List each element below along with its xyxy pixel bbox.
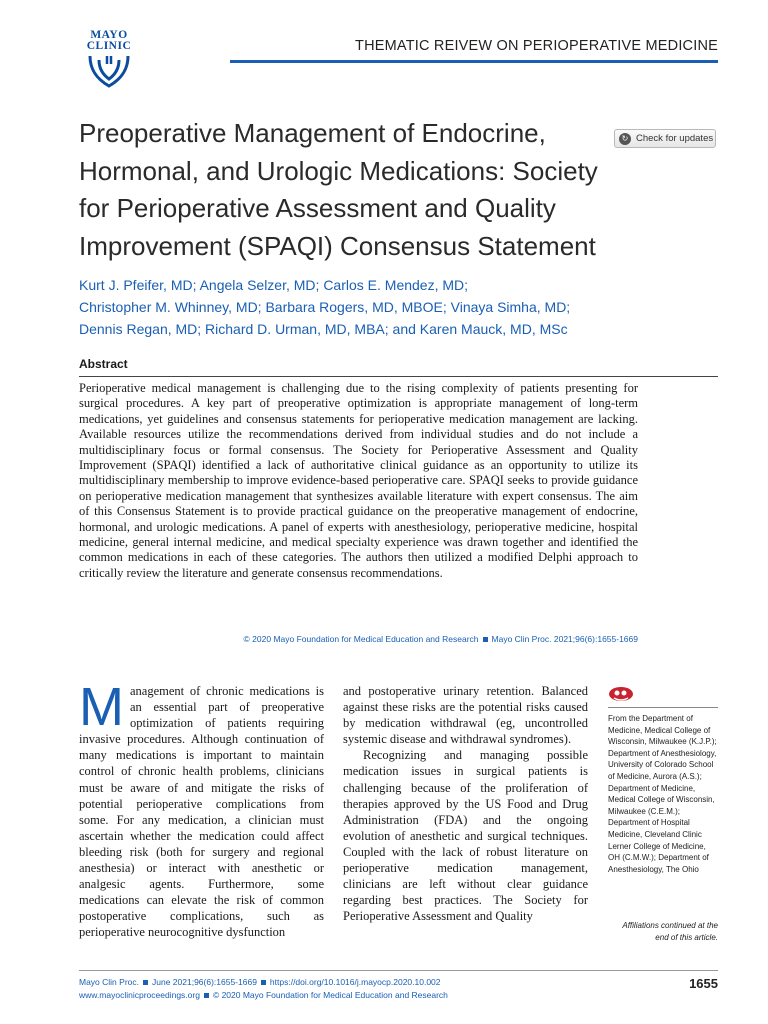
affiliations-text: From the Department of Medicine, Medical College of Wisconsin, Milwaukee (K.J.P.); Department of Anesthesiology, University of Colorado School of Medicine, Aurora (A.S.); Department of Medicine, Medical College of Wisconsin, Milwaukee (C.E.M.); Department of Hospital Medicine, Cleveland Clinic Lerner College of Medicine, OH (C.M.W.); Department of Anesthesiology, The Ohio: [608, 714, 717, 874]
check-for-updates-button[interactable]: [614, 129, 716, 148]
body-column-1: [79, 677, 324, 941]
website-link[interactable]: www.mayoclinicproceedings.org: [79, 990, 200, 1000]
footer-website-line: [79, 990, 448, 1000]
affiliations-icon: [608, 684, 634, 702]
page-number: 1655: [689, 976, 718, 991]
citation-text: Mayo Clin Proc. 2021;96(6):1655-1669: [491, 634, 638, 644]
author-line[interactable]: Christopher M. Whinney, MD; Barbara Rogers, MD, MBOE; Vinaya Simha, MD;: [79, 299, 571, 315]
body-column-2: [343, 683, 588, 924]
author-list: [79, 274, 639, 340]
doi-link[interactable]: https://doi.org/10.1016/j.mayocp.2020.10.002: [269, 977, 441, 987]
body-paragraph: and postoperative urinary retention. Balanced against these risks are the potential risks caused by medication withdrawal (eg, uncontrolled systemic disease and withdrawal syndromes).: [343, 684, 588, 747]
separator-square-icon: [261, 980, 266, 985]
header-divider: [230, 60, 718, 63]
article-title: Preoperative Management of Endocrine, Hormonal, and Urologic Medications: Society for Perioperative Assessment and Quality Improvement (SPAQI) Consensus Statement: [79, 118, 598, 261]
abstract-heading: Abstract: [79, 357, 128, 371]
check-for-updates-label: Check for updates: [636, 133, 714, 144]
abstract-divider: [79, 376, 718, 377]
body-paragraph: Recognizing and managing possible medication issues in surgical patients is challenging because of the proliferation of therapies approved by the US Food and Drug Administration (FDA) and the ongoing evolution of anesthetic and surgical techniques. Coupled with the lack of robust literature on perioperative medication management, clinicians are left without clear guidance regarding best practices. The Society for Perioperative Assessment and Quality: [343, 748, 588, 924]
separator-square-icon: [204, 993, 209, 998]
author-line[interactable]: Kurt J. Pfeifer, MD; Angela Selzer, MD; Carlos E. Mendez, MD;: [79, 277, 469, 293]
copyright-text: © 2020 Mayo Foundation for Medical Education and Research: [243, 634, 479, 644]
section-heading: THEMATIC REIVEW ON PERIOPERATIVE MEDICINE: [355, 38, 718, 54]
abstract-body: Perioperative medical management is challenging due to the rising complexity of patients presenting for surgical procedures. A key part of preoperative optimization is appropriate management of long-term medications, yet guidelines and consensus statements for perioperative medication management are lacking. Available resources utilize the recommendations derived from individual studies and do not include a multidisciplinary focus or formal consensus. The Society for Perioperative Assessment and Quality Improvement (SPAQI) identified a lack of authoritative clinical guidance as an opportunity to utilize its multidisciplinary membership to improve evidence-based perioperative care. SPAQI seeks to provide guidance on perioperative medication management that synthesizes available literature with expert consensus. The aim of this Consensus Statement is to provide practical guidance on the preoperative management of endocrine, hormonal, and urologic medications. A panel of experts with anesthesiology, perioperative medicine, hospital medicine, general internal medicine, and medical specialty experience was drawn together and identified the common medications in each of these categories. The authors then utilized a modified Delphi approach to critically review the literature and generate consensus recommendations.: [79, 381, 638, 580]
affiliations-divider: [608, 707, 718, 708]
footer-divider: [79, 970, 718, 971]
mayo-clinic-logo: [79, 30, 139, 88]
footer-journal: Mayo Clin Proc.: [79, 977, 139, 987]
author-line[interactable]: Dennis Regan, MD; Richard D. Urman, MD, MBA; and Karen Mauck, MD, MSc: [79, 321, 568, 337]
abstract-copyright: [79, 634, 638, 644]
drop-cap: M: [79, 677, 124, 737]
affiliations-continued-note: Affiliations continued at the end of this article.: [622, 921, 718, 942]
mayo-shield-icon: [87, 54, 131, 88]
footer-copyright: © 2020 Mayo Foundation for Medical Education and Research: [212, 990, 448, 1000]
logo-line-2: CLINIC: [86, 40, 132, 52]
body-paragraph: anagement of chronic medications is an essential part of preoperative optimization of patients requiring invasive procedures. Although continuation of many medications is important to maintain control of chronic health problems, clinicians must be aware of and mitigate the risks of potential perioperative complications from some. For any medication, a clinician must ascertain whether the medication could affect bleeding risk (both for surgery and regional anesthesia) or interact with anesthetic or analgesic agents. Furthermore, some medications can elevate the risk of common postoperative complications, such as perioperative neurocognitive dysfunction: [79, 684, 324, 940]
separator-square-icon: [483, 637, 488, 642]
logo-line-1: MAYO: [90, 29, 128, 41]
separator-square-icon: [143, 980, 148, 985]
refresh-icon: ↻: [619, 133, 631, 145]
footer-citation: [79, 977, 441, 987]
footer-issue: June 2021;96(6):1655-1669: [152, 977, 257, 987]
